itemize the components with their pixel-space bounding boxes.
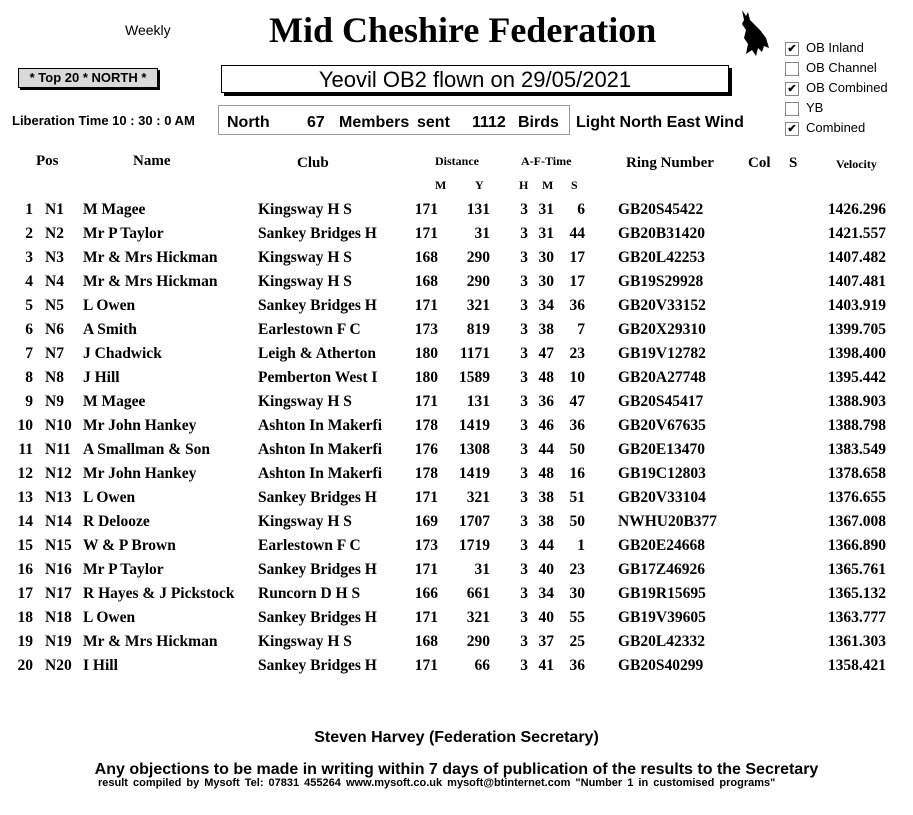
col-minutes: M [542,178,554,192]
cell-club: Ashton In Makerfi [258,465,383,482]
cell-miles: 180 [414,369,438,386]
weekly-label: Weekly [125,22,171,38]
cell-pos: 10 [17,417,33,434]
cell-name: J Hill [83,369,120,386]
cell-name: Mr & Mrs Hickman [83,273,218,290]
cell-section: N2 [45,225,64,242]
cell-seconds: 36 [569,657,585,674]
col-hours: H [519,178,529,192]
cell-ring: GB20X29310 [618,321,706,338]
col-colour: Col [748,155,771,171]
cell-yards: 1171 [459,345,490,362]
cell-seconds: 50 [569,513,585,530]
table-row [0,513,913,537]
cell-club: Sankey Bridges H [258,561,377,578]
cell-ring: GB20E13470 [618,441,705,458]
cell-ring: GB19V12782 [618,345,706,362]
table-row [0,465,913,489]
cell-seconds: 36 [569,417,585,434]
cell-minutes: 48 [538,369,554,386]
cell-club: Ashton In Makerfi [258,441,383,458]
cell-minutes: 34 [538,585,554,602]
cell-section: N13 [45,489,72,506]
cell-ring: GB20E24668 [618,537,705,554]
cell-hours: 3 [520,465,528,482]
cell-velocity: 1421.557 [827,225,886,242]
cell-velocity: 1365.132 [827,585,886,602]
cell-name: L Owen [83,297,136,314]
cell-section: N7 [45,345,64,362]
cell-hours: 3 [520,441,528,458]
cell-section: N20 [45,657,72,674]
cell-pos: 17 [17,585,33,602]
cell-club: Sankey Bridges H [258,489,377,506]
cell-miles: 176 [414,441,438,458]
cell-hours: 3 [520,537,528,554]
cell-miles: 178 [414,465,438,482]
cell-name: R Hayes & J Pickstock [83,585,235,602]
cell-club: Kingsway H S [258,249,352,266]
cell-section: N8 [45,369,64,386]
cell-velocity: 1403.919 [827,297,886,314]
cell-section: N12 [45,465,72,482]
cell-club: Pemberton West I [258,369,378,386]
cell-yards: 290 [466,633,490,650]
cell-velocity: 1378.658 [827,465,886,482]
cell-club: Runcorn D H S [258,585,361,602]
table-row [0,537,913,561]
cell-miles: 171 [414,657,438,674]
cell-section: N17 [45,585,72,602]
cell-minutes: 30 [538,249,554,266]
cell-ring: GB19V39605 [618,609,706,626]
cell-section: N6 [45,321,64,338]
cell-miles: 168 [414,273,438,290]
cell-hours: 3 [520,273,528,290]
cell-ring: GB20S40299 [618,657,704,674]
cell-name: M Magee [83,201,146,218]
cell-yards: 1308 [459,441,490,458]
cell-club: Ashton In Makerfi [258,417,383,434]
cell-name: L Owen [83,489,136,506]
cell-club: Earlestown F C [258,537,361,554]
cell-yards: 661 [466,585,490,602]
cell-miles: 169 [414,513,438,530]
cell-seconds: 36 [569,297,585,314]
cell-name: Mr P Taylor [83,561,164,578]
cell-velocity: 1395.442 [827,369,886,386]
filter-label: OB Combined [806,80,888,95]
cell-club: Kingsway H S [258,393,352,410]
cell-section: N5 [45,297,64,314]
cell-ring: GB20S45417 [618,393,704,410]
cell-ring: GB20V67635 [618,417,706,434]
cell-miles: 168 [414,249,438,266]
cell-pos: 1 [25,201,33,218]
cell-seconds: 10 [569,369,585,386]
cell-section: N19 [45,633,72,650]
birds-label: Birds [518,114,559,131]
cell-pos: 6 [25,321,33,338]
checkmark-icon[interactable]: ✔ [785,42,799,56]
cell-section: N10 [45,417,72,434]
cell-pos: 4 [25,273,33,290]
cell-ring: GB20V33104 [618,489,706,506]
cell-velocity: 1383.549 [827,441,886,458]
cell-yards: 321 [466,297,490,314]
col-velocity: Velocity [836,157,877,171]
members-label: Members [339,114,410,131]
filter-label: YB [806,100,824,115]
cell-name: J Chadwick [83,345,162,362]
cell-name: A Smallman & Son [83,441,211,458]
cell-pos: 12 [17,465,33,482]
cell-velocity: 1366.890 [827,537,886,554]
cell-minutes: 31 [538,201,554,218]
table-row [0,225,913,249]
cell-section: N9 [45,393,64,410]
table-row [0,561,913,585]
cell-seconds: 51 [569,489,585,506]
cell-name: W & P Brown [83,537,176,554]
cell-hours: 3 [520,249,528,266]
table-row [0,633,913,657]
cell-name: R Delooze [83,513,150,530]
cell-pos: 8 [25,369,33,386]
cell-club: Sankey Bridges H [258,657,377,674]
cell-miles: 171 [414,297,438,314]
cell-yards: 819 [466,321,490,338]
cell-ring: GB20V33152 [618,297,706,314]
cell-velocity: 1398.400 [827,345,886,362]
cell-yards: 131 [466,393,490,410]
cell-minutes: 48 [538,465,554,482]
cell-seconds: 7 [577,321,585,338]
cell-pos: 5 [25,297,33,314]
cell-ring: GB17Z46926 [618,561,705,578]
table-row [0,297,913,321]
col-sex: S [789,155,798,171]
cell-pos: 9 [25,393,33,410]
cell-yards: 31 [474,561,490,578]
cell-section: N18 [45,609,72,626]
cell-yards: 66 [474,657,490,674]
cell-club: Sankey Bridges H [258,225,377,242]
col-club: Club [297,155,329,171]
cell-yards: 1419 [459,417,490,434]
cell-club: Kingsway H S [258,513,352,530]
col-ring-number: Ring Number [626,155,714,171]
cell-name: L Owen [83,609,136,626]
cell-pos: 13 [17,489,33,506]
cell-velocity: 1388.903 [827,393,886,410]
section-badge: * Top 20 * NORTH * [18,68,158,88]
cell-seconds: 55 [569,609,585,626]
checkmark-icon[interactable]: ✔ [785,82,799,96]
cell-name: Mr & Mrs Hickman [83,249,218,266]
cell-section: N4 [45,273,64,290]
region-label: North [227,114,270,131]
col-name: Name [133,153,171,169]
liberation-time: Liberation Time 10 : 30 : 0 AM [12,113,195,128]
cell-seconds: 25 [569,633,585,650]
members-count: 67 [307,114,325,131]
col-aftime: A-F-Time [521,154,572,168]
cell-miles: 168 [414,633,438,650]
cell-miles: 173 [414,537,438,554]
cell-ring: NWHU20B377 [618,513,718,530]
cell-seconds: 17 [569,249,585,266]
cell-minutes: 47 [538,345,554,362]
table-row [0,489,913,513]
cell-seconds: 50 [569,441,585,458]
compiled-by-credit: result compiled by Mysoft Tel: 07831 455264 www.mysoft.co.uk mysoft@btinternet.com "Number 1 in customised programs" [98,777,776,789]
cell-seconds: 23 [569,561,585,578]
cell-hours: 3 [520,513,528,530]
table-row [0,249,913,273]
table-row [0,345,913,369]
cell-velocity: 1367.008 [827,513,886,530]
table-row [0,321,913,345]
cell-seconds: 44 [569,225,585,242]
cell-club: Sankey Bridges H [258,297,377,314]
cell-seconds: 47 [569,393,585,410]
cell-section: N16 [45,561,72,578]
cell-pos: 18 [17,609,33,626]
cell-club: Kingsway H S [258,201,352,218]
pigeon-logo-icon [736,8,770,58]
cell-seconds: 1 [577,537,585,554]
cell-velocity: 1399.705 [827,321,886,338]
wind-conditions: Light North East Wind [576,114,744,131]
cell-pos: 20 [17,657,33,674]
cell-ring: GB20A27748 [618,369,706,386]
cell-club: Sankey Bridges H [258,609,377,626]
checkmark-icon[interactable]: ✔ [785,122,799,136]
cell-ring: GB20L42253 [618,249,705,266]
table-row [0,369,913,393]
cell-yards: 1589 [459,369,490,386]
cell-pos: 14 [17,513,33,530]
cell-minutes: 44 [538,537,554,554]
cell-hours: 3 [520,489,528,506]
cell-hours: 3 [520,609,528,626]
cell-minutes: 31 [538,225,554,242]
cell-section: N11 [45,441,71,458]
filter-label: OB Inland [806,40,864,55]
cell-hours: 3 [520,561,528,578]
cell-minutes: 46 [538,417,554,434]
table-row [0,609,913,633]
sent-label: sent [417,114,450,131]
cell-miles: 180 [414,345,438,362]
cell-hours: 3 [520,225,528,242]
cell-club: Earlestown F C [258,321,361,338]
cell-name: Mr & Mrs Hickman [83,633,218,650]
cell-hours: 3 [520,201,528,218]
filter-label: OB Channel [806,60,877,75]
secretary-signature: Steven Harvey (Federation Secretary) [314,729,599,746]
cell-miles: 166 [414,585,438,602]
table-row [0,441,913,465]
table-row [0,585,913,609]
cell-miles: 171 [414,609,438,626]
page-title: Mid Cheshire Federation [269,10,657,50]
cell-miles: 171 [414,489,438,506]
cell-ring: GB19C12803 [618,465,706,482]
cell-name: Mr P Taylor [83,225,164,242]
col-seconds: S [571,178,578,192]
table-row [0,201,913,225]
filter-label: Combined [806,120,866,135]
empty-checkbox-icon[interactable] [785,102,799,116]
cell-seconds: 6 [577,201,585,218]
cell-pos: 11 [18,441,33,458]
cell-name: I Hill [83,657,118,674]
cell-velocity: 1358.421 [827,657,886,674]
cell-minutes: 40 [538,609,554,626]
cell-velocity: 1388.798 [827,417,886,434]
cell-velocity: 1407.481 [827,273,886,290]
cell-yards: 1707 [459,513,490,530]
col-distance: Distance [435,154,479,168]
table-row [0,273,913,297]
cell-section: N1 [45,201,64,218]
cell-velocity: 1365.761 [827,561,886,578]
cell-hours: 3 [520,321,528,338]
cell-hours: 3 [520,417,528,434]
cell-miles: 173 [414,321,438,338]
cell-velocity: 1361.303 [827,633,886,650]
cell-section: N14 [45,513,72,530]
cell-miles: 171 [414,225,438,242]
table-row [0,657,913,681]
cell-seconds: 17 [569,273,585,290]
cell-velocity: 1407.482 [827,249,886,266]
cell-minutes: 38 [538,513,554,530]
cell-yards: 321 [466,609,490,626]
table-row [0,417,913,441]
cell-yards: 290 [466,249,490,266]
cell-hours: 3 [520,657,528,674]
cell-hours: 3 [520,297,528,314]
cell-name: Mr John Hankey [83,465,197,482]
cell-minutes: 30 [538,273,554,290]
cell-hours: 3 [520,393,528,410]
table-row [0,393,913,417]
cell-velocity: 1376.655 [827,489,886,506]
cell-name: M Magee [83,393,146,410]
cell-miles: 171 [414,201,438,218]
cell-ring: GB19S29928 [618,273,704,290]
cell-seconds: 30 [569,585,585,602]
cell-club: Kingsway H S [258,273,352,290]
cell-yards: 321 [466,489,490,506]
cell-seconds: 16 [569,465,585,482]
cell-miles: 171 [414,393,438,410]
cell-yards: 290 [466,273,490,290]
entries-summary [218,105,570,135]
col-pos: Pos [36,153,59,169]
cell-name: A Smith [83,321,137,338]
cell-pos: 3 [25,249,33,266]
cell-minutes: 44 [538,441,554,458]
cell-pos: 7 [25,345,33,362]
cell-ring: GB20S45422 [618,201,704,218]
cell-velocity: 1426.296 [827,201,886,218]
cell-minutes: 36 [538,393,554,410]
cell-hours: 3 [520,633,528,650]
cell-yards: 31 [474,225,490,242]
cell-minutes: 34 [538,297,554,314]
col-miles: M [435,178,447,192]
cell-minutes: 37 [538,633,554,650]
race-title: Yeovil OB2 flown on 29/05/2021 [221,65,729,93]
cell-yards: 131 [466,201,490,218]
birds-count: 1112 [472,114,506,131]
col-yards: Y [475,178,484,192]
cell-ring: GB19R15695 [618,585,706,602]
cell-club: Kingsway H S [258,633,352,650]
cell-miles: 178 [414,417,438,434]
objections-notice: Any objections to be made in writing within 7 days of publication of the results to the Secretary [94,761,819,778]
cell-minutes: 38 [538,489,554,506]
cell-section: N3 [45,249,64,266]
cell-velocity: 1363.777 [827,609,886,626]
cell-hours: 3 [520,369,528,386]
cell-seconds: 23 [569,345,585,362]
cell-miles: 171 [414,561,438,578]
cell-ring: GB20B31420 [618,225,705,242]
empty-checkbox-icon[interactable] [785,62,799,76]
cell-pos: 2 [25,225,33,242]
cell-name: Mr John Hankey [83,417,197,434]
cell-hours: 3 [520,585,528,602]
cell-minutes: 40 [538,561,554,578]
cell-pos: 19 [17,633,33,650]
cell-pos: 16 [17,561,33,578]
cell-minutes: 38 [538,321,554,338]
cell-yards: 1419 [459,465,490,482]
cell-hours: 3 [520,345,528,362]
cell-minutes: 41 [538,657,554,674]
cell-yards: 1719 [459,537,490,554]
cell-ring: GB20L42332 [618,633,705,650]
cell-section: N15 [45,537,72,554]
cell-pos: 15 [17,537,33,554]
cell-club: Leigh & Atherton [258,345,376,362]
